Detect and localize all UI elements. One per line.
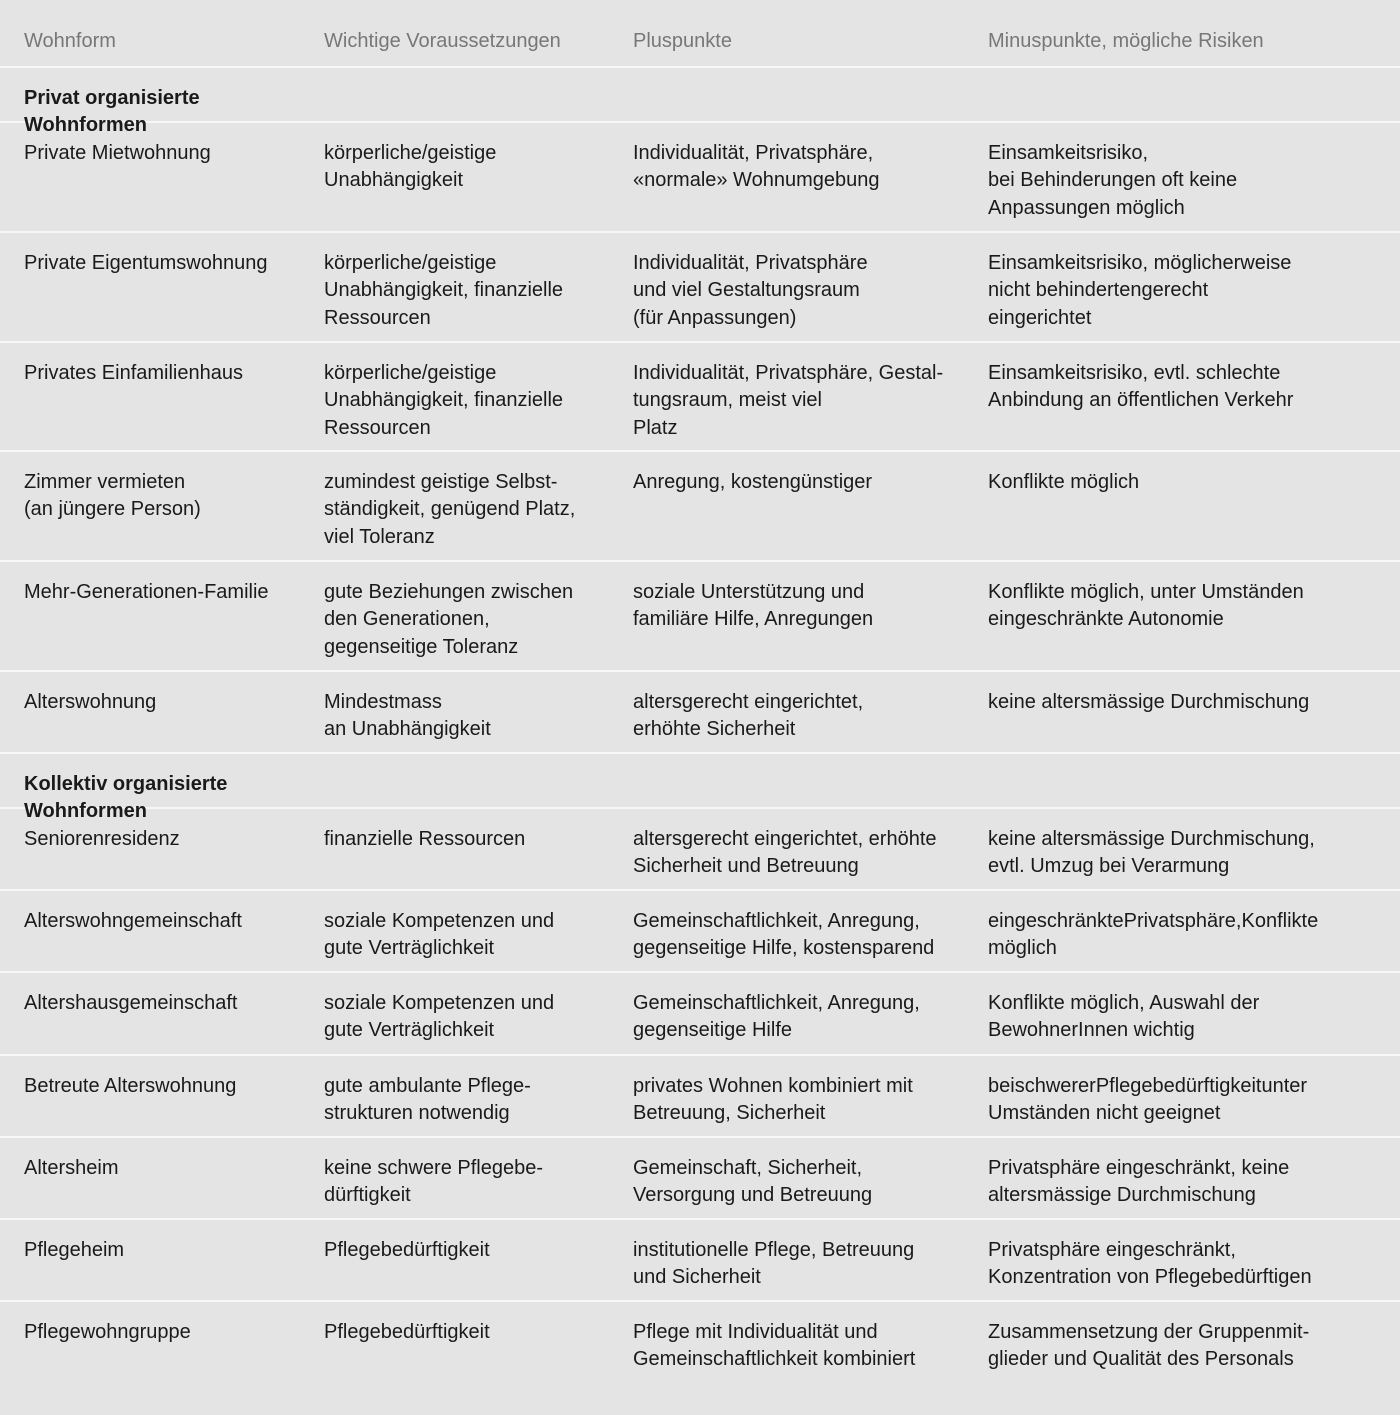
cell-voraussetzungen: zumindest geistige Selbst- ständigkeit, genügend Platz, viel Toleranz [324,471,576,548]
cell-pluspunkte: institutionelle Pflege, Betreuung und Sicherheit [633,1239,915,1289]
cell-wohnform: Altersheim [24,1157,119,1179]
table-row [0,1220,1400,1302]
table-row [0,973,1400,1056]
cell-pluspunkte: Gemeinschaftlichkeit, Anregung, gegenseitige Hilfe [633,992,920,1042]
cell-wohnform: Betreute Alterswohnung [24,1075,237,1097]
cell-voraussetzungen: soziale Kompetenzen und gute Verträglichkeit [324,910,555,960]
cell-minuspunkte: Einsamkeitsrisiko, bei Behinderungen oft keine Anpassungen möglich [988,142,1238,219]
cell-wohnform: Seniorenresidenz [24,828,180,850]
cell-minuspunkte: eingeschränktePrivatsphäre,Konflikte möglich [988,910,1319,960]
table-row [0,562,1400,672]
cell-voraussetzungen: Pflegebedürftigkeit [324,1239,490,1261]
table-row [0,343,1400,452]
section-title: Kollektiv organisierte Wohnformen [24,773,228,823]
cell-wohnform: Mehr-Generationen-Familie [24,581,269,603]
column-header-voraussetzungen: Wichtige Voraussetzungen [324,30,561,52]
table-header-row [0,0,1400,68]
cell-minuspunkte: Zusammensetzung der Gruppenmit- glieder und Qualität des Personals [988,1321,1310,1371]
cell-wohnform: Private Eigentumswohnung [24,252,268,274]
cell-voraussetzungen: körperliche/geistige Unabhängigkeit [324,142,497,192]
cell-minuspunkte: Konflikte möglich, unter Umständen eingeschränkte Autonomie [988,581,1304,631]
cell-voraussetzungen: gute Beziehungen zwischen den Generationen, gegenseitige Toleranz [324,581,574,658]
table-row [0,1302,1400,1415]
table-row [0,452,1400,562]
table-row [0,809,1400,891]
cell-pluspunkte: Anregung, kostengünstiger [633,471,873,493]
cell-pluspunkte: Individualität, Privatsphäre und viel Gestaltungsraum (für Anpassungen) [633,252,868,329]
column-header-wohnform: Wohnform [24,30,116,52]
section-header-privat [0,68,1400,137]
cell-pluspunkte: altersgerecht eingerichtet, erhöhte Sicherheit und Betreuung [633,828,937,878]
table-row [0,233,1400,343]
cell-voraussetzungen: soziale Kompetenzen und gute Verträglichkeit [324,992,555,1042]
cell-pluspunkte: Individualität, Privatsphäre, «normale» Wohnumgebung [633,142,880,192]
cell-minuspunkte: Privatsphäre eingeschränkt, Konzentration von Pflegebedürftigen [988,1239,1312,1289]
cell-wohnform: Pflegewohngruppe [24,1321,191,1343]
cell-pluspunkte: privates Wohnen kombiniert mit Betreuung, Sicherheit [633,1075,913,1125]
section-header-kollektiv [0,754,1400,823]
cell-pluspunkte: altersgerecht eingerichtet, erhöhte Sicherheit [633,691,864,741]
cell-wohnform: Private Mietwohnung [24,142,211,164]
table-row [0,1056,1400,1138]
table-row [0,672,1400,754]
cell-voraussetzungen: körperliche/geistige Unabhängigkeit, finanzielle Ressourcen [324,252,564,329]
cell-voraussetzungen: körperliche/geistige Unabhängigkeit, finanzielle Ressourcen [324,362,564,439]
column-header-minuspunkte: Minuspunkte, mögliche Risiken [988,30,1264,52]
cell-pluspunkte: Individualität, Privatsphäre, Gestal- tungsraum, meist viel Platz [633,362,944,439]
section-title: Privat organisierte Wohnformen [24,87,200,137]
cell-wohnform: Pflegeheim [24,1239,125,1261]
cell-wohnform: Privates Einfamilienhaus [24,362,243,384]
cell-pluspunkte: Gemeinschaft, Sicherheit, Versorgung und Betreuung [633,1157,873,1207]
table-row [0,891,1400,973]
cell-voraussetzungen: keine schwere Pflegebe- dürftigkeit [324,1157,544,1207]
cell-minuspunkte: Konflikte möglich [988,471,1140,493]
cell-wohnform: Zimmer vermieten (an jüngere Person) [24,471,201,521]
cell-minuspunkte: Einsamkeitsrisiko, evtl. schlechte Anbindung an öffentlichen Verkehr [988,362,1294,412]
cell-pluspunkte: soziale Unterstützung und familiäre Hilfe, Anregungen [633,581,874,631]
cell-voraussetzungen: finanzielle Ressourcen [324,828,526,850]
cell-wohnform: Altershausgemeinschaft [24,992,238,1014]
table-row [0,1138,1400,1220]
cell-minuspunkte: keine altersmässige Durchmischung [988,691,1310,713]
cell-minuspunkte: Einsamkeitsrisiko, möglicherweise nicht behindertengerecht eingerichtet [988,252,1292,329]
cell-minuspunkte: beischwererPflegebedürftigkeitunter Umständen nicht geeignet [988,1075,1308,1125]
table-row [0,123,1400,233]
cell-minuspunkte: keine altersmässige Durchmischung, evtl. Umzug bei Verarmung [988,828,1315,878]
cell-minuspunkte: Privatsphäre eingeschränkt, keine altersmässige Durchmischung [988,1157,1290,1207]
column-header-pluspunkte: Pluspunkte [633,30,732,52]
cell-wohnform: Alterswohngemeinschaft [24,910,242,932]
cell-voraussetzungen: Mindestmass an Unabhängigkeit [324,691,491,741]
cell-voraussetzungen: Pflegebedürftigkeit [324,1321,490,1343]
cell-minuspunkte: Konflikte möglich, Auswahl der BewohnerInnen wichtig [988,992,1260,1042]
cell-wohnform: Alterswohnung [24,691,157,713]
cell-pluspunkte: Gemeinschaftlichkeit, Anregung, gegenseitige Hilfe, kostensparend [633,910,935,960]
cell-voraussetzungen: gute ambulante Pflege- strukturen notwendig [324,1075,531,1125]
cell-pluspunkte: Pflege mit Individualität und Gemeinschaftlichkeit kombiniert [633,1321,916,1371]
